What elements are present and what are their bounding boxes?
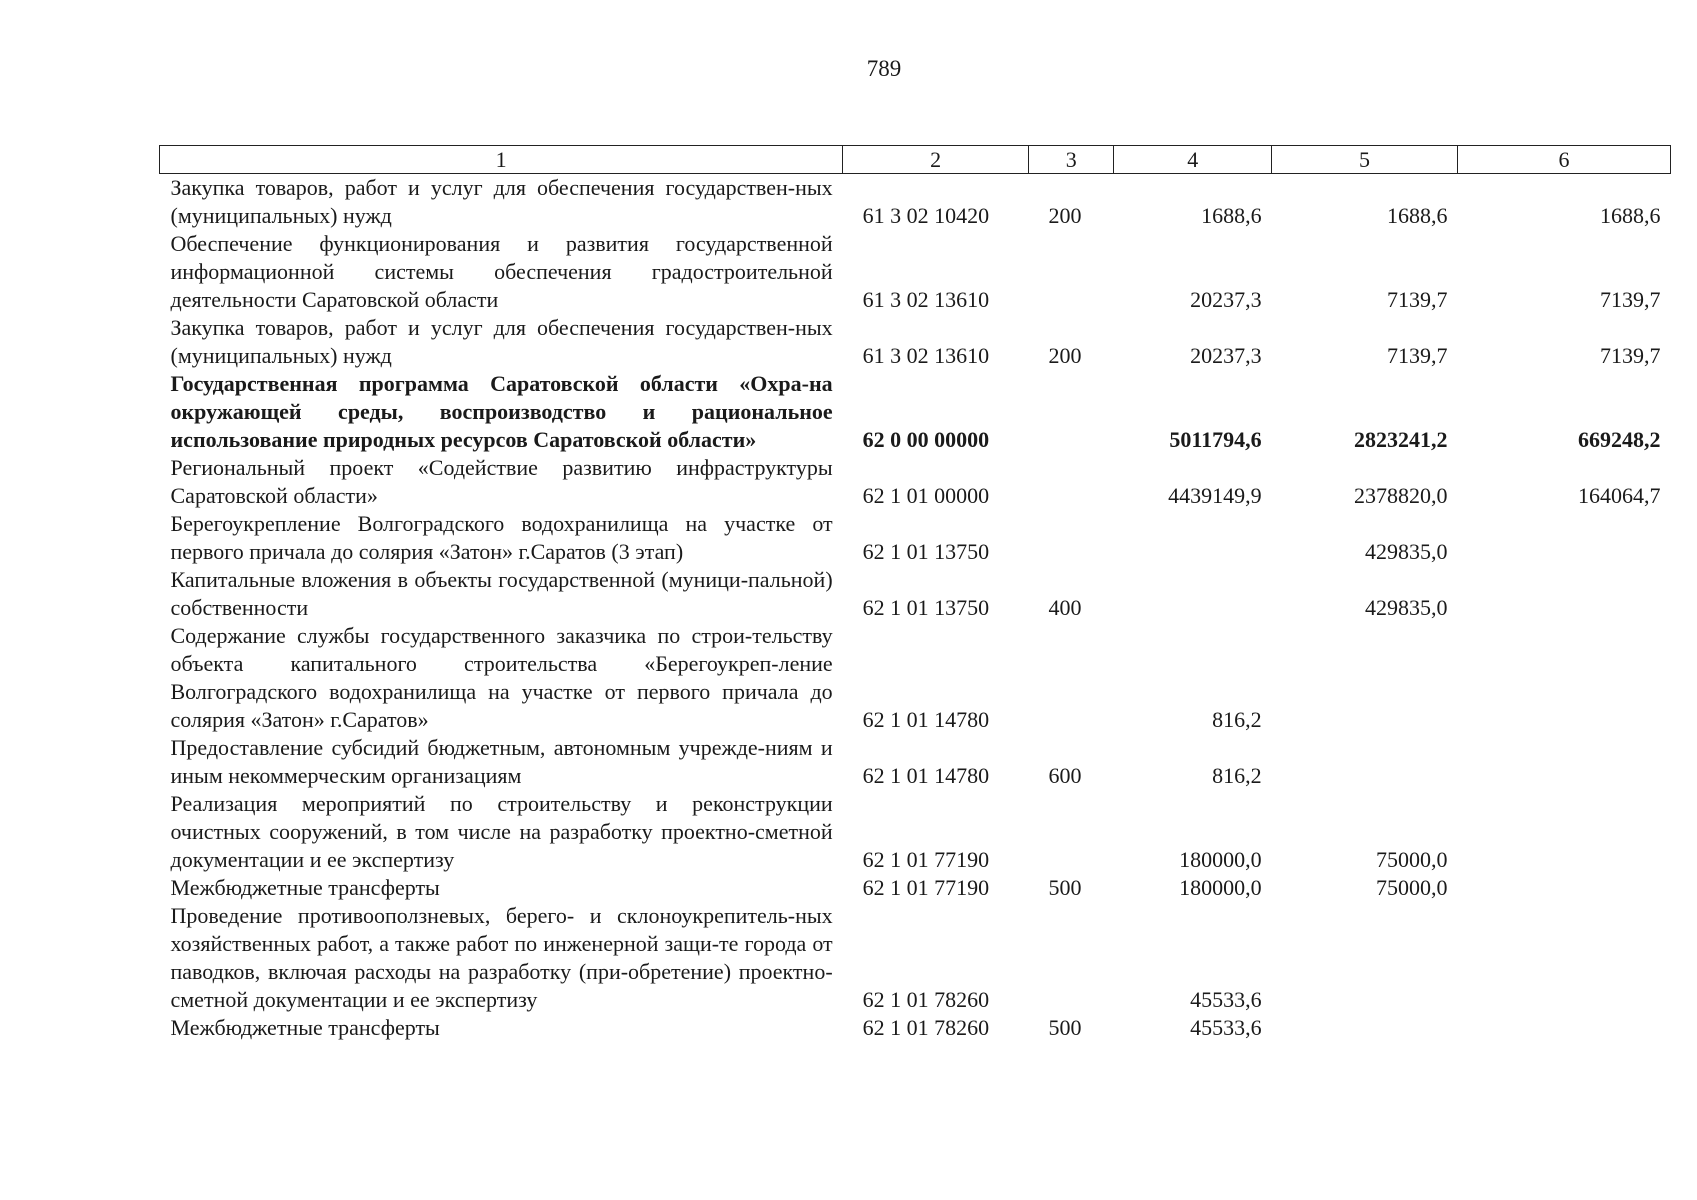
row-value-1 (1114, 566, 1272, 622)
row-value-3 (1457, 510, 1670, 566)
row-code: 62 1 01 77190 (862, 875, 990, 900)
row-value-1: 180000,0 (1179, 847, 1262, 872)
table-row (160, 622, 1671, 734)
row-value-1: 45533,6 (1190, 1015, 1262, 1040)
budget-table (159, 145, 1671, 1042)
row-code: 62 1 01 78260 (862, 1015, 990, 1040)
row-code: 61 3 02 13610 (862, 287, 990, 312)
row-expense-type: 500 (1048, 875, 1082, 900)
table-row (160, 314, 1671, 370)
row-expense-type: 600 (1048, 763, 1082, 788)
row-value-2: 2378820,0 (1353, 483, 1448, 508)
table-row (160, 510, 1671, 566)
row-code: 61 3 02 10420 (862, 203, 990, 228)
row-value-2: 429835,0 (1364, 539, 1448, 564)
row-value-3 (1457, 734, 1670, 790)
table-row (160, 1014, 1671, 1042)
column-header: 3 (1029, 146, 1114, 174)
table-row (160, 566, 1671, 622)
row-value-3 (1457, 622, 1670, 734)
row-value-2: 75000,0 (1375, 875, 1448, 900)
row-code: 62 1 01 00000 (862, 483, 990, 508)
row-expense-type (1029, 902, 1114, 1014)
row-value-1: 5011794,6 (1169, 427, 1262, 452)
row-name: Закупка товаров, работ и услуг для обеспечения государствен-ных (муниципальных) нужд (170, 175, 833, 228)
row-expense-type (1029, 454, 1114, 510)
row-name: Межбюджетные трансферты (170, 1015, 440, 1040)
row-value-1: 816,2 (1212, 707, 1262, 732)
row-value-1: 180000,0 (1179, 875, 1262, 900)
row-value-2 (1272, 1014, 1458, 1042)
row-value-2: 2823241,2 (1353, 427, 1448, 452)
row-code: 62 1 01 14780 (862, 707, 990, 732)
row-value-2 (1272, 902, 1458, 1014)
column-header: 2 (843, 146, 1029, 174)
table-row (160, 902, 1671, 1014)
row-value-3 (1457, 790, 1670, 874)
row-name: Предоставление субсидий бюджетным, автономным учрежде-ниям и иным некоммерческим организациям (170, 735, 833, 788)
row-expense-type (1029, 622, 1114, 734)
row-expense-type: 200 (1048, 343, 1082, 368)
row-expense-type: 200 (1048, 203, 1082, 228)
row-value-2 (1272, 622, 1458, 734)
row-value-3 (1457, 1014, 1670, 1042)
row-name: Проведение противооползневых, берего- и склоноукрепитель-ных хозяйственных работ, а также работ по инженерной защи-те города от паводков, включая расходы на разработку (при-обретение) проектно-сметной документации и ее экспертизу (170, 903, 833, 1012)
row-name: Содержание службы государственного заказчика по строи-тельству объекта капитального строительства «Берегоукреп-ление Волгоградского водохранилища на участке от первого причала до солярия «Затон» г.Саратов» (170, 623, 833, 732)
table-row (160, 370, 1671, 454)
table-row (160, 174, 1671, 231)
row-value-1: 20237,3 (1190, 343, 1262, 368)
page-number: 789 (866, 56, 902, 81)
row-value-2: 75000,0 (1375, 847, 1448, 872)
row-value-3: 1688,6 (1600, 203, 1661, 228)
row-value-2: 429835,0 (1364, 595, 1448, 620)
row-expense-type (1029, 510, 1114, 566)
row-code: 61 3 02 13610 (862, 343, 990, 368)
row-value-2 (1272, 734, 1458, 790)
row-value-1: 45533,6 (1190, 987, 1262, 1012)
row-value-2: 1688,6 (1386, 203, 1448, 228)
row-code: 62 1 01 13750 (862, 539, 990, 564)
row-value-3 (1457, 566, 1670, 622)
column-header: 6 (1457, 146, 1670, 174)
column-header: 4 (1114, 146, 1272, 174)
row-name: Капитальные вложения в объекты государственной (муници-пальной) собственности (170, 567, 833, 620)
row-name: Берегоукрепление Волгоградского водохранилища на участке от первого причала до солярия «Затон» г.Саратов (3 этап) (170, 511, 833, 564)
row-value-1: 816,2 (1212, 763, 1262, 788)
row-value-3: 7139,7 (1600, 287, 1661, 312)
row-value-3 (1457, 902, 1670, 1014)
row-code: 62 1 01 13750 (862, 595, 990, 620)
column-header: 1 (160, 146, 843, 174)
row-name: Государственная программа Саратовской области «Охра-на окружающей среды, воспроизводство и рациональное использование природных ресурсов Саратовской области» (170, 371, 833, 452)
row-name: Обеспечение функционирования и развития государственной информационной системы обеспечения градостроительной деятельности Саратовской области (170, 231, 833, 312)
row-name: Региональный проект «Содействие развитию инфраструктуры Саратовской области» (170, 455, 833, 508)
column-number-row (160, 146, 1671, 174)
table-row (160, 790, 1671, 874)
row-expense-type: 400 (1048, 595, 1082, 620)
row-name: Реализация мероприятий по строительству и реконструкции очистных сооружений, в том числе на разработку проектно-сметной документации и ее экспертизу (170, 791, 833, 872)
table-row (160, 454, 1671, 510)
row-value-3 (1457, 874, 1670, 902)
column-header: 5 (1272, 146, 1458, 174)
row-expense-type: 500 (1048, 1015, 1082, 1040)
table-row (160, 230, 1671, 314)
row-value-1: 4439149,9 (1168, 483, 1262, 508)
row-value-1: 20237,3 (1190, 287, 1262, 312)
row-code: 62 1 01 78260 (862, 987, 990, 1012)
row-value-2: 7139,7 (1386, 287, 1448, 312)
row-expense-type (1029, 790, 1114, 874)
row-code: 62 1 01 77190 (862, 847, 990, 872)
row-value-1: 1688,6 (1201, 203, 1262, 228)
row-value-2: 7139,7 (1386, 343, 1448, 368)
row-expense-type (1029, 230, 1114, 314)
row-expense-type (1029, 370, 1114, 454)
row-value-3: 164064,7 (1578, 483, 1661, 508)
row-name: Закупка товаров, работ и услуг для обеспечения государствен-ных (муниципальных) нужд (170, 315, 833, 368)
row-code: 62 0 00 00000 (862, 427, 990, 452)
table-row (160, 734, 1671, 790)
table-row (160, 874, 1671, 902)
row-code: 62 1 01 14780 (862, 763, 990, 788)
row-value-1 (1114, 510, 1272, 566)
row-name: Межбюджетные трансферты (170, 875, 440, 900)
row-value-3: 7139,7 (1600, 343, 1661, 368)
row-value-3: 669248,2 (1578, 427, 1661, 452)
